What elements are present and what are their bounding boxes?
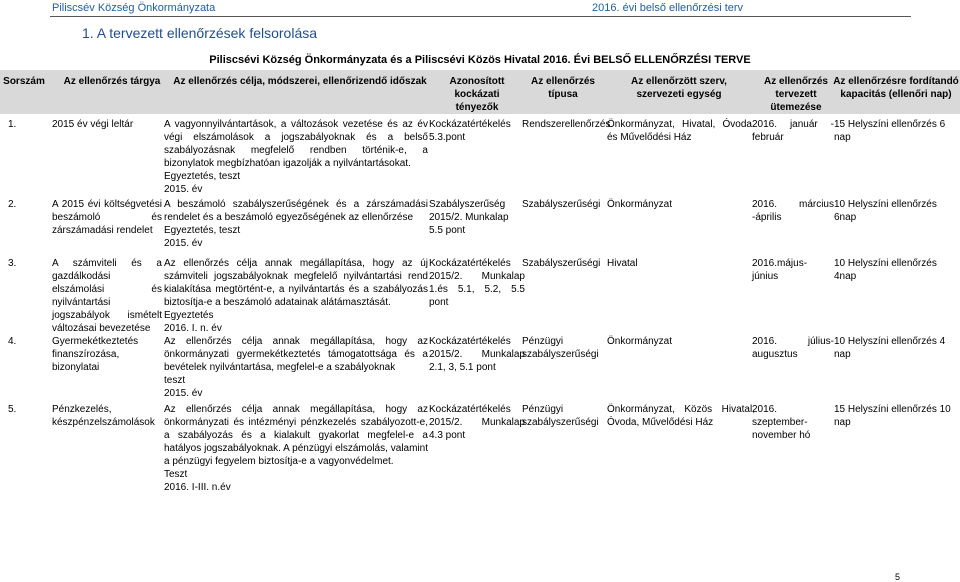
header-left: Piliscsév Község Önkormányzata [52, 2, 216, 14]
row-schedule: 2016. március -április [752, 199, 834, 223]
row-capacity: 10 Helyszíni ellenőrzés 6nap [834, 199, 937, 223]
row-risk: Kockázatértékelés 2015/2. Munkalap 2.1, 3, 5.1 pont [429, 336, 525, 373]
row-subject: A 2015 évi költségvetési beszámoló és zárszámadási rendelet [52, 199, 162, 236]
row-num: 2. [8, 199, 17, 210]
row-org: Önkormányzat, Közös Hivatal, Óvoda, Művelődési Ház [607, 404, 755, 428]
row-org: Hivatal [607, 258, 638, 269]
col-header-cel: Az ellenőrzés célja, módszerei, ellenőrizendő időszak [173, 76, 427, 87]
row-org: Önkormányzat, Hivatal, Óvoda és Művelődési Ház [607, 119, 752, 143]
row-schedule: 2016. szeptember-november hó [752, 404, 811, 441]
row-num: 4. [8, 336, 17, 347]
row-num: 3. [8, 258, 17, 269]
row-type: Szabályszerűségi [522, 199, 601, 210]
row-schedule: 2016.május-június [752, 258, 808, 282]
col-header-kockazat: Azonosított kockázati tényezők [449, 76, 505, 113]
row-schedule: 2016. július-augusztus [752, 336, 834, 360]
row-risk: Szabályszerűség 2015/2. Munkalap 5.5 pont [429, 199, 509, 236]
col-header-kapacitas: Az ellenőrzésre fordítandó kapacitás (ellenőri nap) [833, 76, 959, 100]
row-goal: Az ellenőrzés célja annak megállapítása, hogy az önkormányzati és intézményi pénzkezelés szabályozott-e, a szabályozás és a kialakult gyakorlat megfelel-e a hatályos jogszabályoknak. A pénzügyi elszámolás, valamint a pénzügyi fegyelem biztosítja-e a vagyonvédelmet. Teszt 2016. I-III. n.év [164, 404, 428, 493]
col-header-targy: Az ellenőrzés tárgya [63, 76, 161, 87]
header-right: 2016. évi belső ellenőrzési terv [592, 2, 744, 14]
row-subject: Gyermekétkeztetés finanszírozása, bizonylatai [52, 336, 139, 373]
row-capacity: 10 Helyszíni ellenőrzés 4 nap [834, 336, 946, 360]
row-capacity: 15 Helyszíni ellenőrzés 6 nap [834, 119, 946, 143]
row-capacity: 10 Helyszíni ellenőrzés 4nap [834, 258, 937, 282]
document-title: Piliscsévi Község Önkormányzata és a Piliscsévi Közös Hivatal 2016. Évi BELSŐ ELLENŐRZÉSI TERVE [209, 54, 751, 66]
row-type: Szabályszerűségi [522, 258, 601, 269]
row-type: Pénzügyi szabályszerűségi [522, 404, 599, 428]
row-num: 5. [8, 404, 17, 415]
col-header-szerv: Az ellenőrzött szerv, szervezeti egység [631, 76, 727, 100]
row-goal: A vagyonnyilvántartások, a változások vezetése és az év végi elszámolások a jogszabályoknak és a belső szabályozásnak megfelelő rendben történik-e, a bizonylatok megbízhatóan igazolják a nyilvántartásokat. Egyeztetés, teszt 2015. év [164, 119, 428, 195]
row-org: Önkormányzat [607, 336, 673, 347]
row-risk: Kockázatértékelés 2015/2. Munkalap 1.és 5.1, 5.2, 5.5 pont [429, 258, 525, 308]
row-schedule: 2016. január -február [752, 119, 834, 143]
row-type: Rendszerellenőrzés [522, 119, 611, 130]
row-risk: Kockázatértékelés 5.3.pont [429, 119, 511, 143]
row-goal: A beszámoló szabályszerűségének és a zárszámadási rendelet és a beszámoló egyezőségének az ellenőrzése Egyeztetés, teszt 2015. év [164, 199, 428, 249]
row-risk: Kockázatértékelés 2015/2. Munkalap 4.3 pont [429, 404, 525, 441]
section-title: 1. A tervezett ellenőrzések felsorolása [82, 25, 318, 41]
row-num: 1. [8, 119, 17, 130]
page-header [0, 0, 960, 17]
row-goal: Az ellenőrzés célja annak megállapítása, hogy az önkormányzati gyermekétkeztetés támogatottsága és a bevételek nyilvántartása, megfelel-e a szabályoknak teszt 2015. év [164, 336, 428, 399]
col-header-utemezes: Az ellenőrzés tervezett ütemezése [764, 76, 828, 113]
row-subject: 2015 év végi leltár [52, 119, 134, 130]
row-goal: Az ellenőrzés célja annak megállapítása, hogy az új számviteli jogszabályoknak megfelelő nyilvántartási rend kialakítása megtörtént-e, a nyilvántartás és a szabályozás biztosítja-e a beszámoló adatainak alátámasztását. Egyeztetés 2016. I. n. év [164, 258, 428, 334]
row-capacity: 15 Helyszíni ellenőrzés 10 nap [834, 404, 951, 428]
header-rule [50, 16, 911, 17]
row-org: Önkormányzat [607, 199, 673, 210]
col-header-tipus: Az ellenőrzés típusa [531, 76, 595, 100]
row-type: Pénzügyi szabályszerűségi [522, 336, 599, 360]
col-header-sorszam: Sorszám [3, 76, 45, 87]
row-subject: A számviteli és a gazdálkodási elszámolási és nyilvántartási jogszabályok ismételt változásai bevezetése [52, 258, 162, 334]
row-subject: Pénzkezelés, készpénzelszámolások [52, 404, 155, 428]
page-number: 5 [895, 572, 901, 582]
